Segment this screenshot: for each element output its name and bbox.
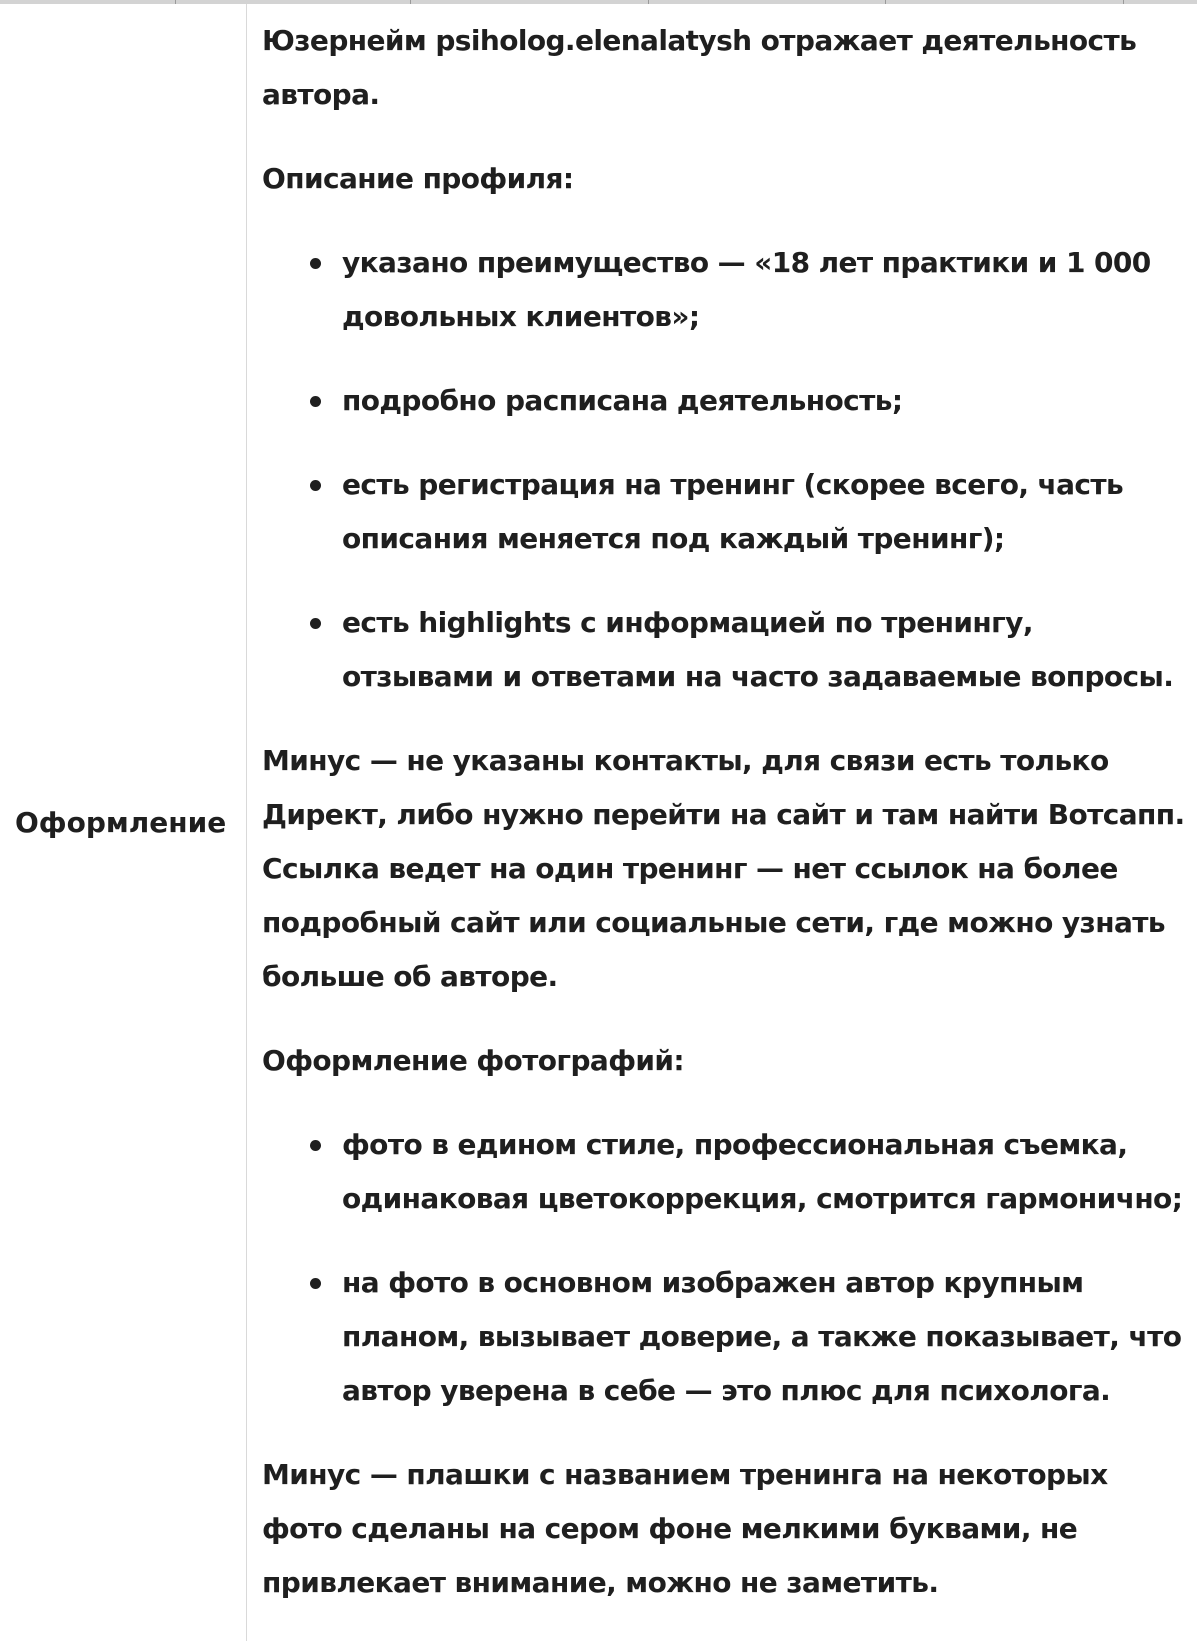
list-item-text: есть highlights с информацией по тренингу, отзывами и ответами на часто задаваемые вопросы. [342, 606, 1174, 693]
list-item [262, 458, 1192, 566]
row-label-cell [0, 4, 246, 1641]
list-item [262, 596, 1192, 704]
list-item-text: фото в едином стиле, профессиональная съемка, одинаковая цветокоррекция, смотрится гармонично; [342, 1128, 1183, 1215]
column-divider [246, 4, 247, 1641]
bullet-icon [310, 1140, 321, 1151]
bullet-icon [310, 258, 321, 269]
profile-minus-paragraph: Минус — не указаны контакты, для связи есть только Директ, либо нужно перейти на сайт и там найти Вотсапп. Ссылка ведет на один тренинг — нет ссылок на более подробный сайт или социальные сети, где можно узнать больше об авторе. [262, 744, 1185, 993]
profile-heading: Описание профиля: [262, 162, 574, 195]
photos-list [262, 1118, 1192, 1418]
bullet-icon [310, 1278, 321, 1289]
table-row [0, 4, 1197, 1641]
profile-list [262, 236, 1192, 704]
list-item [262, 236, 1192, 344]
list-item-text: указано преимущество — «18 лет практики и 1 000 довольных клиентов»; [342, 246, 1151, 333]
photos-minus-paragraph: Минус — плашки с названием тренинга на некоторых фото сделаны на сером фоне мелкими буквами, не привлекает внимание, можно не заметить. [262, 1458, 1108, 1599]
list-item [262, 374, 1192, 428]
bullet-icon [310, 618, 321, 629]
list-item [262, 1118, 1192, 1226]
row-content-cell [262, 14, 1192, 1640]
bullet-icon [310, 480, 321, 491]
photos-heading: Оформление фотографий: [262, 1044, 685, 1077]
bullet-icon [310, 396, 321, 407]
intro-paragraph: Юзернейм psiholog.elenalatysh отражает деятельность автора. [262, 24, 1137, 111]
row-label: Оформление [15, 805, 227, 839]
list-item [262, 1256, 1192, 1418]
list-item-text: есть регистрация на тренинг (скорее всего, часть описания меняется под каждый тренинг); [342, 468, 1124, 555]
list-item-text: на фото в основном изображен автор крупным планом, вызывает доверие, а также показывает, что автор уверена в себе — это плюс для психолога. [342, 1266, 1182, 1407]
list-item-text: подробно расписана деятельность; [342, 384, 903, 417]
